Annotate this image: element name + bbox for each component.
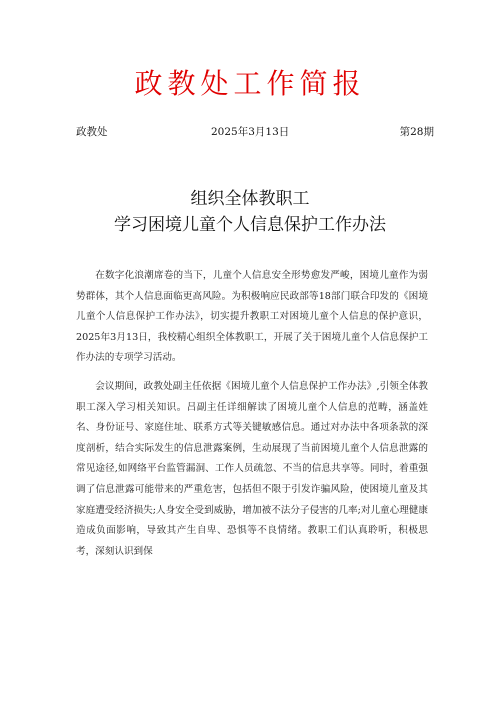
masthead-title: 政教处工作简报 bbox=[134, 67, 366, 100]
headline-line-2: 学习困境儿童个人信息保护工作办法 bbox=[114, 215, 386, 235]
issue-number: 第28期 bbox=[399, 126, 434, 138]
body-paragraph-2: 会议期间，政教处副主任依据《困境儿童个人信息保护工作办法》,引领全体教职工深入学习相关知识。吕副主任详细解读了困境儿童个人信息的范畴，涵盖姓名、身份证号、家庭住址、联系方式等关键敏感信息。通过对办法中各项条款的深度剖析，结合实际发生的信息泄露案例，生动展现了当前困境儿童个人信息泄露的常见途径,如网络平台监管漏洞、工作人员疏忽、不当的信息共享等。同时，着重强调了信息泄露可能带来的严重危害，包括但不限于引发诈骗风险，使困境儿童及其家庭遭受经济损失;人身安全受到威胁，增加被不法分子侵害的几率;对儿童心理健康造成负面影响，导致其产生自卑、恐惧等不良情绪。教职工们认真聆听，积极思考，深刻认识到保 bbox=[76, 380, 428, 557]
issue-date: 2025年3月13日 bbox=[211, 126, 290, 138]
article-body bbox=[76, 266, 428, 570]
headline-line-1: 组织全体教职工 bbox=[190, 189, 310, 209]
department-label: 政教处 bbox=[76, 126, 108, 138]
article-headline bbox=[0, 186, 500, 238]
body-paragraph-1: 在数字化浪潮席卷的当下，儿童个人信息安全形势愈发严峻，困境儿童作为弱势群体，其个人信息面临更高风险。为积极响应民政部等18部门联合印发的《困境儿童个人信息保护工作办法》，切实提升教职工对困境儿童个人信息的保护意识，2025年3月13日，我校精心组织全体教职工，开展了关于困境儿童个人信息保护工作办法的专项学习活动。 bbox=[76, 270, 428, 364]
